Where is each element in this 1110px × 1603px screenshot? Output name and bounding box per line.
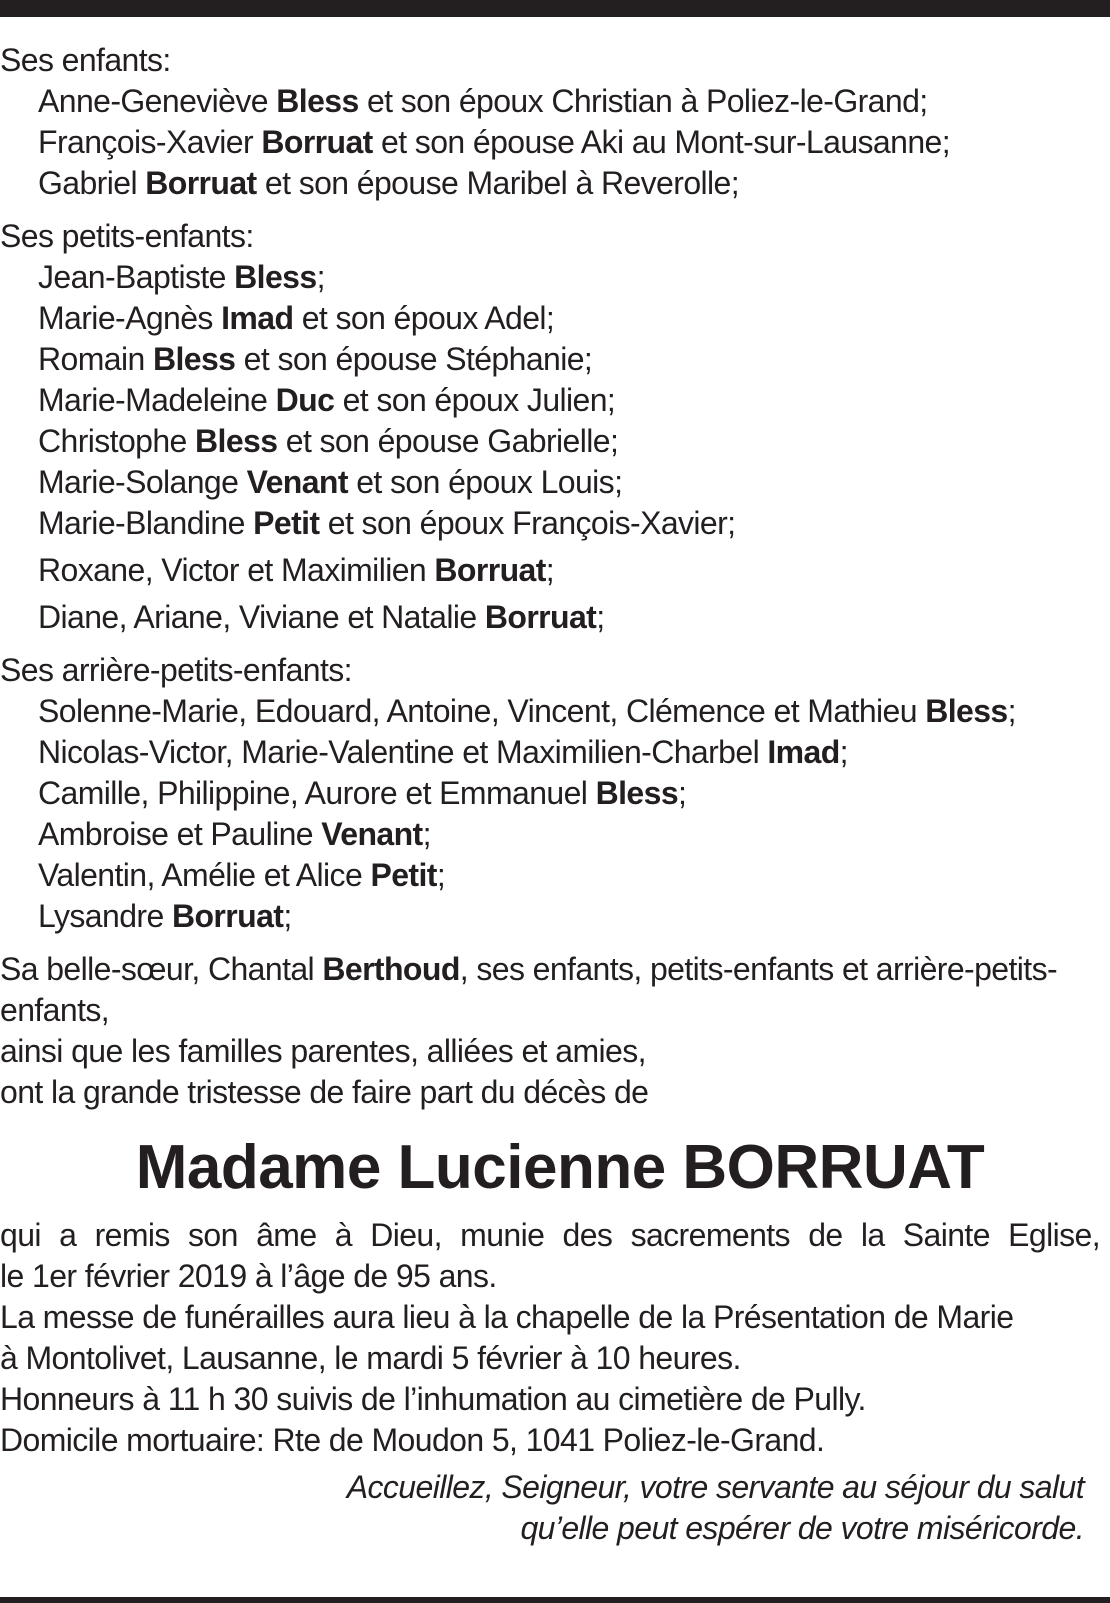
detail-line: La messe de funérailles aura lieu à la chapelle de la Présentation de Marie <box>0 1299 1014 1335</box>
family-line: Ambroise et Pauline Venant; <box>38 816 431 852</box>
family-surname: Borruat <box>434 552 546 588</box>
family-line: Lysandre Borruat; <box>38 898 292 934</box>
family-line: Romain Bless et son épouse Stéphanie; <box>38 341 593 377</box>
quote-line: qu’elle peut espérer de votre miséricorde. <box>520 1510 1084 1546</box>
grandchildren-heading: Ses petits-enfants: <box>0 218 254 254</box>
family-surname: Bless <box>234 259 317 295</box>
children-heading: Ses enfants: <box>0 42 171 78</box>
quote-line: Accueillez, Seigneur, votre servante au séjour du salut <box>346 1469 1084 1505</box>
children-section <box>0 40 1100 204</box>
family-line: Jean-Baptiste Bless; <box>38 259 325 295</box>
family-line: Diane, Ariane, Viviane et Natalie Borruat; <box>38 599 605 635</box>
top-divider <box>0 0 1110 17</box>
family-line: Solenne-Marie, Edouard, Antoine, Vincent, Clémence et Mathieu Bless; <box>38 693 1016 729</box>
announcement-section <box>0 949 1100 1113</box>
family-surname: Imad <box>221 300 294 336</box>
families-line: ainsi que les familles parentes, alliées et amies, <box>0 1033 646 1069</box>
family-line: François-Xavier Borruat et son épouse Aki au Mont-sur-Lausanne; <box>38 124 951 160</box>
family-line: Christophe Bless et son épouse Gabrielle; <box>38 423 619 459</box>
great-grandchildren-heading: Ses arrière-petits-enfants: <box>0 652 352 688</box>
family-surname: Borruat <box>484 599 597 635</box>
obituary-notice <box>0 40 1100 1549</box>
family-surname: Borruat <box>145 165 257 201</box>
family-surname: Bless <box>152 341 236 377</box>
closing-quote <box>0 1467 1100 1549</box>
detail-line: qui a remis son âme à Dieu, munie des sacrements de la Sainte Eglise, <box>0 1217 1100 1253</box>
family-surname: Bless <box>595 775 679 811</box>
deceased-name: Madame Lucienne BORRUAT <box>135 1133 985 1202</box>
family-line: Gabriel Borruat et son épouse Maribel à Reverolle; <box>38 165 740 201</box>
family-surname: Petit <box>370 857 437 893</box>
family-surname: Venant <box>321 816 423 852</box>
family-surname: Imad <box>767 734 840 770</box>
family-surname: Duc <box>275 382 335 418</box>
family-line: Camille, Philippine, Aurore et Emmanuel Bless; <box>38 775 687 811</box>
family-line: Marie-Solange Venant et son époux Louis; <box>38 464 623 500</box>
family-line: Nicolas-Victor, Marie-Valentine et Maximilien-Charbel Imad; <box>38 734 848 770</box>
family-surname: Bless <box>276 83 359 119</box>
family-surname: Berthoud <box>322 951 460 987</box>
family-surname: Borruat <box>171 898 284 934</box>
detail-line: le 1er février 2019 à l’âge de 95 ans. <box>0 1258 497 1294</box>
grandchildren-section <box>0 216 1100 638</box>
family-line: Marie-Agnès Imad et son époux Adel; <box>38 300 555 336</box>
detail-line: Domicile mortuaire: Rte de Moudon 5, 1041 Poliez-le-Grand. <box>0 1422 825 1458</box>
bottom-divider <box>0 1597 1110 1603</box>
sister-in-law-line: Sa belle-sœur, Chantal Berthoud, ses enfants, petits-enfants et arrière-petits-enfants, <box>0 951 1058 1028</box>
family-line: Roxane, Victor et Maximilien Borruat; <box>38 552 555 588</box>
details-section <box>0 1215 1100 1461</box>
family-line: Valentin, Amélie et Alice Petit; <box>38 857 446 893</box>
great-grandchildren-section <box>0 650 1100 937</box>
family-surname: Bless <box>195 423 278 459</box>
announce-line: ont la grande tristesse de faire part du décès de <box>0 1074 649 1110</box>
family-surname: Petit <box>253 505 320 541</box>
family-line: Marie-Blandine Petit et son époux François-Xavier; <box>38 505 736 541</box>
detail-line: à Montolivet, Lausanne, le mardi 5 février à 10 heures. <box>0 1340 741 1376</box>
family-line: Marie-Madeleine Duc et son époux Julien; <box>38 382 616 418</box>
detail-line: Honneurs à 11 h 30 suivis de l’inhumation au cimetière de Pully. <box>0 1381 866 1417</box>
family-surname: Bless <box>925 693 1008 729</box>
family-surname: Borruat <box>261 124 373 160</box>
family-surname: Venant <box>246 464 348 500</box>
family-line: Anne-Geneviève Bless et son époux Christian à Poliez-le-Grand; <box>38 83 928 119</box>
